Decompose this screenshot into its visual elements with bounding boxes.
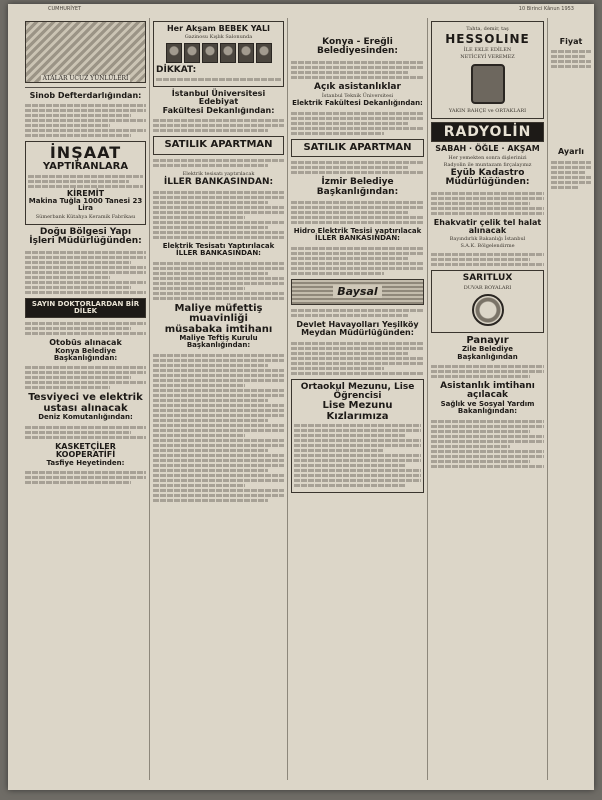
column-2: Her Akşam BEBEK YALI Gazinosu Kışlık Salonunda DİKKAT: İstanbul Üniversitesi Edebiyat Fakültesi Dekanlığından: SATILIK APARTMAN Elektrik tesisatı yaptırılacak İLLER BANKASINDAN: Elektrik Tesisatı Yaptırılacak İLLER BANKASINDAN: Maliye müfettiş muavinliği müsabaka imtihanı Maliye Teftiş Kurulu Başkanlığından: (150, 18, 288, 780)
radyolin-ad: RADYOLİN (431, 122, 544, 143)
column-4: Tahta, demir, taş HESSOLINE İLE EKLE EDİLEN NETİCEYİ VEREMEZ YAKIN BAHÇE ve ORTAKLARI RADYOLİN SABAH · ÖĞLE · AKŞAM Her yemekten sonra dişlerinizi Radyolin ile muntazam fırçalayınız Eyüb Kadastro Müdürlüğünden: Ehakvatir çelik tel halat alınacak Bayındırlık Bakanlığı İstanbul S.A.K. Bölgelendirme SARITLUX DUVAR BOYALARI Panayır Zile Belediye Başkanlığından Asistanlık imtihanı açılacak Sağlık ve Sosyal Yardım Bakanlığından: (428, 18, 548, 780)
bebek-yali-ad: Her Akşam BEBEK YALI Gazinosu Kışlık Salonunda DİKKAT: (153, 21, 284, 87)
sinob-heading: Sinob Defterdarlığından: (29, 91, 142, 100)
satilik-apartman-2: SATILIK APARTMAN (291, 139, 424, 158)
ortaokul-ad: Ortaokul Mezunu, Lise Öğrencisi Lise Mezunu Kızlarımıza (291, 379, 424, 494)
saritlux-ad: SARITLUX DUVAR BOYALARI (431, 270, 544, 332)
newspaper-page (8, 4, 594, 790)
hessoline-ad: Tahta, demir, taş HESSOLINE İLE EKLE EDİLEN NETİCEYİ VEREMEZ YAKIN BAHÇE ve ORTAKLARI (431, 21, 544, 119)
column-1: ATALAR UCUZ YÜNLÜLERİ Sinob Defterdarlığından: İNŞAAT YAPTIRANLARA KİREMİT Makina Tuğla 1000 Tanesi 23 Lira Sümerbank Kütahya Keramik Fabrikası Doğu Bölgesi Yapı İşleri Müdürlüğünden: SAYIN DOKTORLARDAN BİR DİLEK Otobüs alınacak Konya Belediye Başkanlığından: Tesviyeci ve elektrik ustası alınacak Deniz Komutanlığından: KASKETÇİLER KOOPERATİFİ Tasfiye Heyetinden: (22, 18, 150, 780)
doktor-notice: SAYIN DOKTORLARDAN BİR DİLEK (25, 298, 146, 319)
column-3: Konya - Ereğli Belediyesinden: Açık asistanlıklar İstanbul Teknik Üniversitesi Elektrik Fakültesi Dekanlığından: SATILIK APARTMAN İzmir Belediye Başkanlığından: Hidro Elektrik Tesisi yaptırılacak İLLER BANKASINDAN: Baysal Devlet Havayolları Yeşilköy Meydan Müdürlüğünden: Ortaokul Mezunu, Lise Öğrencisi Lise Mezunu Kızlarımıza (288, 18, 428, 780)
column-5-edge: Fiyat Ayarlı (548, 18, 594, 780)
satilik-apartman-1: SATILIK APARTMAN (153, 136, 284, 155)
performer-photos (156, 43, 281, 63)
fabric-illustration: ATALAR UCUZ YÜNLÜLERİ (25, 21, 146, 83)
page-header (48, 6, 574, 16)
masthead-right: 10 Birinci Kânun 1953 (518, 6, 574, 12)
hessoline-jar-illustration (471, 64, 505, 104)
masthead-left: CUMHURİYET (48, 6, 82, 12)
insaat-ad: İNŞAAT YAPTIRANLARA KİREMİT Makina Tuğla 1000 Tanesi 23 Lira Sümerbank Kütahya Keramik Fabrikası (25, 141, 146, 224)
baysal-ad: Baysal (291, 279, 424, 305)
paint-seal-icon (472, 294, 504, 326)
